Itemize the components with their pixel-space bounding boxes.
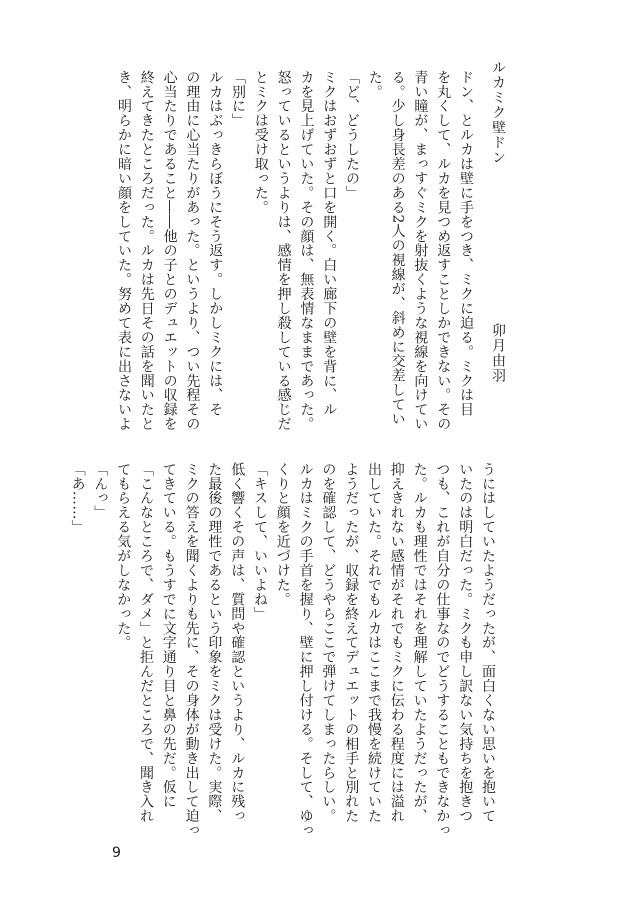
text-line: 終えてきたところだった。ルカは先日その話を聞いたと [138, 70, 155, 432]
text-line: 抑えきれない感情がそれでもミクに伝わる程度には溢れ [388, 462, 405, 824]
text-line: てきている。もうすでに文字通り目と鼻の先だ。仮に [160, 462, 177, 809]
story-title: ルカミク壁ドン [490, 60, 506, 165]
text-line: 心当たりであること――他の子とのデュエットの収録を [161, 70, 178, 432]
text-line: 「別に」 [230, 70, 246, 128]
text-line: ようだったが、収録を終えてデュエットの相手と別れた [343, 462, 360, 824]
text-line: 「ど、どうしたの」 [344, 70, 360, 201]
text-line: とミクは受け取った。 [252, 70, 269, 215]
text-line: 「あ……」 [69, 462, 86, 535]
text-line: ルカはミクの手首を握り、壁に押し付ける。そして、ゆっ [297, 462, 314, 838]
page-number: 9 [112, 845, 121, 861]
text-line: 「んっ」 [92, 462, 109, 520]
text-line: 低く響くその声は、質問や確認というより、ルカに残っ [229, 462, 246, 824]
text-line: くりと顔を近づけた。 [274, 462, 291, 607]
text-line: 「キスして、いいよね」 [252, 462, 268, 621]
text-line: つも、これが自分の仕事なのでどうすることもできなかっ [434, 462, 451, 838]
text-line: る。少し身長差のある2人の視線が、斜めに交差してい [389, 70, 406, 427]
text-line: ミクの答えを聞くよりも先に、その身体が動き出して迫っ [183, 462, 200, 838]
text-line: た最後の理性であるという印象をミクは受けた。実際、 [206, 462, 223, 824]
author-name: 卯月由羽 [490, 323, 506, 383]
text-line: 青い瞳が、まっすぐミクを射抜くような視線を向けてい [412, 70, 429, 432]
text-line: を丸くして、ルカを見つめ返すことしかできない。その [435, 70, 452, 432]
text-line: てもらえる気がしなかった。 [115, 462, 132, 650]
text-line: 出していた。それでもルカはここまで我慢を続けていた [366, 462, 382, 824]
text-line: ドン、とルカは壁に手をつき、ミクに迫る。ミクは目 [458, 70, 474, 417]
text-line: ルカはぶっきらぼうにそう返す。しかしミクには、そ [207, 70, 224, 417]
text-line: いたのは明白だった。ミクも申し訳ない気持ちを抱きつ [457, 462, 474, 824]
text-line: た。 [366, 70, 383, 99]
text-line: うにはしていたようだったが、面白くない思いを抱いて [480, 462, 496, 824]
text-line: き、明らかに暗い顔をしていた。努めて表に出さないよ [116, 70, 132, 432]
text-line: のを確認して、どうやらここで弾けてしまったらしい。 [320, 462, 337, 824]
text-line: 「こんなところで、ダメ」と拒んだところで、聞き入れ [138, 462, 154, 824]
text-line: の理由に心当たりがあった。というより、つい先程その [184, 70, 201, 432]
text-line: ミクはおずおずと口を開く。白い廊下の壁を背に、ル [321, 70, 338, 417]
text-line: 怒っているというよりは、感情を押し殺している感じだ [275, 70, 292, 432]
text-line: た。ルカも理性ではそれを理解していたようだったが、 [411, 462, 428, 824]
text-line: カを見上げていた。その顔は、無表情なままであった。 [298, 70, 315, 432]
